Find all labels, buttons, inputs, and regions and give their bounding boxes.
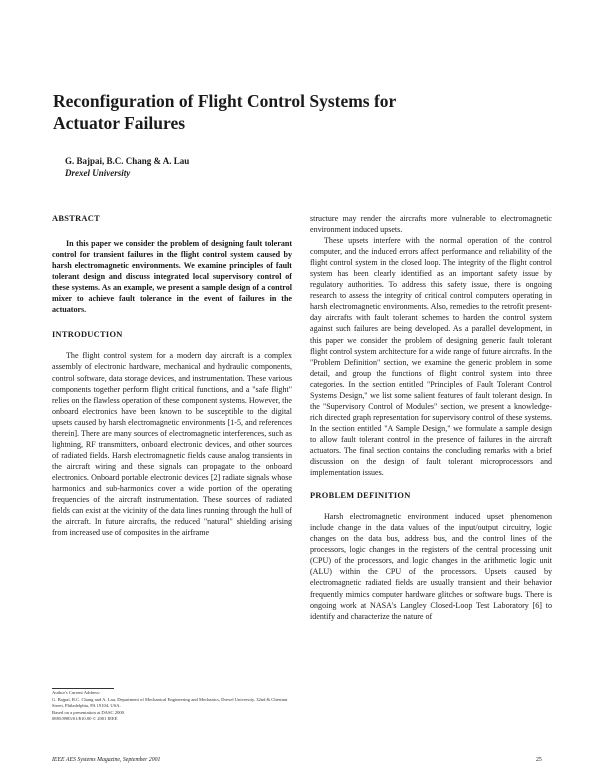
paper-title: Reconfiguration of Flight Control Systems for Actuator Failures (53, 91, 397, 133)
footnote-line: Author's Current Address: (52, 690, 101, 695)
authors: G. Bajpai, B.C. Chang & A. Lau (65, 156, 190, 166)
abstract-heading: ABSTRACT (52, 214, 101, 223)
affiliation: Drexel University (65, 168, 131, 178)
footnote (52, 690, 292, 723)
problem-definition-heading: PROBLEM DEFINITION (310, 491, 411, 501)
abstract-text: In this paper we consider the problem of designing fault tolerant control for transient failures in the flight control system caused by harsh electromagnetic environments. We examine principles of fault tolerant design and discuss integrated local supervisory control of these systems. As an example, we present a sample design of a control mixer to achieve fault tolerance in the event of failures in the actuators. (52, 239, 292, 315)
introduction-paragraph-1: The flight control system for a modern day aircraft is a complex assembly of electronic hardware, mechanical and hydraulic components, control software, data storage devices, and instrumentation. These various components together perform flight critical functions, and a "safe flight" relies on the flawless operation of these component systems. However, the onboard electronics have been known to be susceptible to the digital upsets caused by harsh electromagnetic environments [1-5, and references therein]. There are many sources of electromagnetic interferences, such as lightning, RF transmitters, onboard electronic devices, and other sources of radiated fields. Harsh electromagnetic fields cause analog transients in the aircraft wiring and these signals can propagate to the onboard electronics. Onboard portable electronic devices [2] radiate signals whose harmonics and sub-harmonics cover a wide portion of the operating frequencies of the aircraft instrumentation. These sources of radiated fields can exist at the vicinity of the data lines running through the hull of the aircraft. In future aircrafts, the reduced "natural" shielding arising from increased use of composites in the airframe (52, 351, 292, 538)
right-column (310, 213, 552, 622)
introduction-paragraph-2: These upsets interfere with the normal operation of the control computer, and the induced errors affect performance and reliability of the flight control system in the closed loop. The integrity of the flight control system has been clearly identified as an important safety issue by regulatory authorities. To address this safety issue, there is ongoing research to assess the integrity of critical control computers operating in harsh electromagnetic environments. Also, remedies to the retrofit present-day aircrafts with fault tolerant schemes to harden the control system against such failures are being developed. As a parallel development, in this paper we consider the problem of designing generic fault tolerant flight control system architecture for a wide range of future aircrafts. In the "Problem Definition" section, we examine the generic problem in some detail, and group the functions of flight control system into three categories. In the section entitled "Principles of Fault Tolerant Control Systems Design," we list some salient features of fault tolerant design. In the "Supervisory Control of Modules" section, we present a knowledge-rich directed graph representation for supervisory control of these systems. In the section entitled "A Sample Design," we formulate a sample design to allow fault tolerant control in the presence of failures in the aircraft actuators. The final section contains the concluding remarks with a brief discussion on the design of fault tolerant microprocessors and implementation issues. (310, 236, 552, 478)
footnote-divider (52, 688, 114, 689)
footnote-line: 0885/8985/01/$10.00 © 2001 IEEE (52, 716, 118, 722)
page-number: 25 (536, 757, 542, 763)
footnote-line: Based on a presentation at DASC 2000. (52, 709, 126, 715)
introduction-heading: INTRODUCTION (52, 330, 123, 340)
problem-definition-paragraph-1: Harsh electromagnetic environment induced upset phenomenon include change in the data values of the input/output circuitry, logic changes on the data bus, address bus, and the control lines of the processors, logic changes in the registers of the central processing unit (CPU) of the processors, and logic changes in the arithmetic logic unit (ALU) within the CPU of the processors. Upsets caused by electromagnetic radiated fields are usually transient and their behavior frequently mimics computer hardware glitches or software bugs. There is ongoing work at NASA's Langley Closed-Loop Test Laboratory [6] to identify and characterize the nature of (310, 512, 552, 621)
left-column (52, 213, 292, 538)
footnote-line: G. Bajpai, B.C. Chang and A. Lau, Department of Mechanical Engineering and Mechanics, Drexel University, 32nd & Chestnut Street, Philadelphia, PA 19104, USA. (52, 696, 288, 709)
introduction-paragraph-continued: structure may render the aircrafts more vulnerable to electromagnetic environment induced upsets. (310, 214, 552, 235)
journal-footer: IEEE AES Systems Magazine, September 2001 (52, 757, 161, 763)
